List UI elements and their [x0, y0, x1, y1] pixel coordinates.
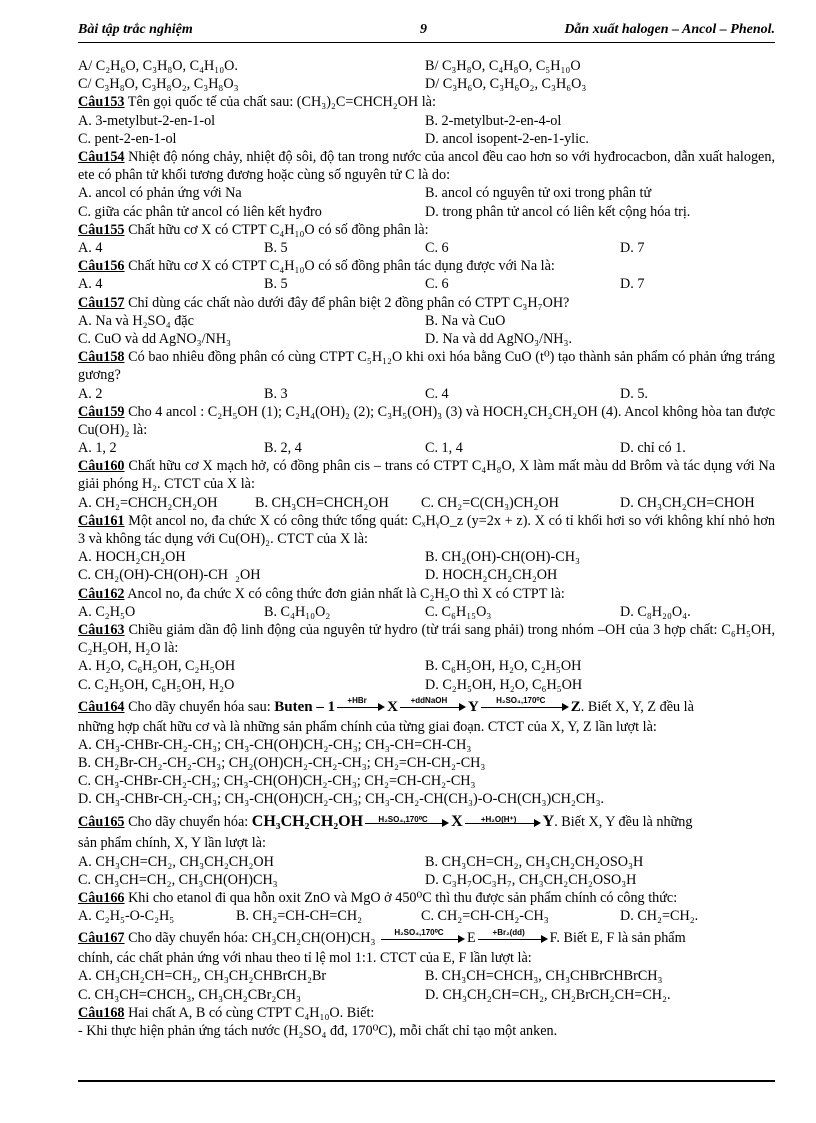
option-row [78, 657, 775, 675]
question-label: Câu159 [78, 403, 125, 420]
question-text-line: những hợp chất hữu cơ và là những sản phẩm chính của từng giai đoạn. CTCT của X, Y, Z lần lượt là: [78, 718, 657, 735]
option-b: B. C₄H₁₀O₂ [264, 603, 331, 620]
option-a: A. CH₃CH=CH₂, CH₃CH₂CH₂OH [78, 853, 274, 870]
option-row [78, 494, 775, 512]
question-text: Có bao nhiêu đồng phân có cùng CTPT C₅H₁₂O khi oxi hóa bằng CuO (t⁰) tạo thành sản phẩm có phản ứng tráng gương? [78, 349, 775, 384]
option-b: B. CH₂(OH)-CH(OH)-CH₃ [425, 549, 580, 566]
option-c: C. CH₃CH=CHCH₃, CH₃CH₂CBr₂CH₃ [78, 986, 301, 1003]
arrow-head-icon [458, 935, 465, 943]
question-label: Câu153 [78, 94, 125, 111]
question-lead: Cho dãy chuyển hóa sau: [124, 698, 275, 715]
option-a: A. C₂H₅O [78, 603, 136, 620]
question-155 [78, 221, 775, 239]
option-row [78, 772, 775, 790]
option-d: D. CH₂=CH₂. [620, 908, 699, 925]
option-a: A. H₂O, C₆H₅OH, C₂H₅OH [78, 658, 236, 675]
option-a: A. HOCH₂CH₂OH [78, 549, 186, 566]
option-a: A. 1, 2 [78, 440, 117, 457]
option-b: B. CH₂Br-CH₂-CH₂-CH₃; CH₂(OH)CH₂-CH₂-CH₃; CH₂=CH-CH₂-CH₃ [78, 755, 486, 772]
question-label: Câu160 [78, 458, 125, 475]
question-text: Chất hữu cơ X mạch hở, có đồng phân cis – trans có CTPT C₄H₈O, X làm mất màu dd Brôm và tác dụng với Na giải phóng H₂. CTCT của X là: [78, 458, 775, 493]
option-row [78, 275, 775, 293]
product-f: F [549, 930, 557, 947]
option-a: A. CH₃CH₂CH=CH₂, CH₃CH₂CHBrCH₂Br [78, 968, 327, 985]
option-d: D. C₂H₅OH, H₂O, C₆H₅OH [425, 676, 583, 693]
option-row [78, 548, 775, 566]
product-x: X [451, 813, 463, 831]
question-text: Nhiệt độ nóng chảy, nhiệt độ sôi, độ tan trong nước của ancol đều cao hơn so với hyđrocacbon, dẫn xuất halogen, ete có phân tử khối tương đương hoặc cùng số nguyên tử C là do: [78, 148, 775, 184]
option-b: B. ancol có nguyên tử oxi trong phân tử [425, 185, 652, 202]
reaction-arrow [337, 696, 385, 713]
option-c: C. giữa các phân tử ancol có liên kết hyđro [78, 203, 322, 220]
reactant-start: CH₃CH₂CH₂OH [251, 813, 364, 831]
question-label: Câu156 [78, 258, 125, 275]
option-b: B. 5 [264, 239, 288, 256]
option-b: B. 3 [264, 385, 288, 402]
option-row [78, 736, 775, 754]
option-c: C. 1, 4 [425, 440, 463, 457]
option-a: A. Na và H₂SO₄ đặc [78, 312, 194, 329]
question-label: Câu154 [78, 148, 125, 165]
question-label: Câu163 [78, 622, 125, 639]
question-text: Chiều giảm dần độ linh động của nguyên tử hydro (từ trái sang phải) trong nhóm –OH của 3 hợp chất: C₆H₅OH, C₂H₅OH, H₂O là: [78, 622, 775, 657]
question-156 [78, 257, 775, 275]
product-x: X [387, 698, 398, 715]
question-154 [78, 148, 775, 184]
option-a: A. 4 [78, 239, 103, 256]
question-text: Một ancol no, đa chức X có công thức tổng quát: CₓHᵧO_z (y=2x + z). X có tỉ khối hơi so với không khí nhỏ hơn 3 và không tác dụng với Cu(OH)₂. CTCT của X là: [78, 512, 775, 548]
header-right-title: Dẫn xuất halogen – Ancol – Phenol. [564, 22, 775, 37]
question-lead: Cho dãy chuyển hóa: CH₃CH₂CH(OH)CH₃ [124, 930, 379, 947]
option-c: C. 4 [425, 385, 449, 402]
option-row [78, 853, 775, 871]
question-166 [78, 889, 775, 907]
reaction-arrow [400, 696, 466, 713]
option-b: B. CH₃CH=CH₂, CH₃CH₂CH₂OSO₃H [425, 853, 644, 870]
product-y: Y [542, 813, 555, 831]
question-159 [78, 403, 775, 439]
option-d: D. CH₃CH₂CH=CH₂, CH₂BrCH₂CH=CH₂. [425, 986, 671, 1003]
question-text-line: chính, các chất phản ứng với nhau theo tỉ lệ mol 1:1. CTCT của E, F lần lượt là: [78, 950, 532, 967]
option-row [78, 312, 775, 330]
option-d: D. 7 [620, 276, 645, 293]
option-row [78, 754, 775, 772]
question-164 [78, 698, 775, 718]
question-text: Chất hữu cơ X có CTPT C₄H₁₀O có số đồng phân là: [124, 221, 429, 238]
question-162 [78, 585, 775, 603]
question-160 [78, 457, 775, 493]
arrow-head-icon [378, 703, 385, 711]
reaction-arrow [481, 696, 569, 713]
option-c: C. CH₂=C(CH₃)CH₂OH [421, 494, 559, 511]
option-row [78, 75, 775, 93]
reagent-label: +ddNaOH [410, 696, 448, 706]
option-a: A/ C₂H₆O, C₃H₈O, C₄H₁₀O. [78, 58, 238, 74]
reactant-start: Buten – 1 [274, 698, 336, 715]
question-lead: Cho dãy chuyển hóa: [124, 814, 252, 831]
reagent-label: H₂SO₄,170⁰C [496, 696, 546, 706]
option-row [78, 439, 775, 457]
question-label: Câu166 [78, 889, 125, 906]
option-c: C. 6 [425, 276, 449, 293]
question-label: Câu157 [78, 294, 125, 311]
option-row [78, 239, 775, 257]
option-c: C. C₂H₅OH, C₆H₅OH, H₂O [78, 676, 235, 693]
question-tail: . Biết E, F là sản phẩm [556, 930, 686, 947]
question-label: Câu165 [78, 814, 125, 831]
option-b: B. CH₃CH=CHCH₃, CH₃CHBrCHBrCH₃ [425, 968, 663, 985]
question-text: Hai chất A, B có cùng CTPT C₄H₁₀O. Biết: [124, 1004, 375, 1021]
option-d: D. ancol isopent-2-en-1-ylic. [425, 130, 589, 147]
option-b: B. 2, 4 [264, 440, 302, 457]
option-d: D. trong phân tử ancol có liên kết cộng hóa trị. [425, 203, 691, 220]
question-tail: . Biết X, Y, Z đều là [580, 698, 694, 715]
option-c: C. 6 [425, 239, 449, 256]
option-c: C. CH₂=CH-CH₂-CH₃ [421, 908, 549, 925]
option-c: C. pent-2-en-1-ol [78, 130, 177, 147]
page-number: 9 [420, 22, 427, 37]
option-c: C. CuO và dd AgNO₃/NH₃ [78, 330, 231, 347]
option-a: A. 2 [78, 385, 103, 402]
option-c: C. CH₃-CHBr-CH₂-CH₃; CH₃-CH(OH)CH₂-CH₃; CH₂=CH-CH₂-CH₃ [78, 773, 476, 790]
question-168 [78, 1004, 775, 1022]
arrow-head-icon [562, 703, 569, 711]
option-row [78, 130, 775, 148]
option-d: D. HOCH₂CH₂CH₂OH [425, 567, 558, 584]
question-167 [78, 929, 775, 949]
option-d: D. 7 [620, 239, 645, 256]
option-b: B/ C₃H₈O, C₄H₈O, C₅H₁₀O [425, 58, 581, 74]
option-d: D/ C₃H₆O, C₃H₆O₂, C₃H₆O₃ [425, 76, 587, 93]
reagent-label: +Br₂(dd) [492, 927, 525, 937]
arrow-head-icon [442, 819, 449, 827]
option-b: B. C₆H₅OH, H₂O, C₂H₅OH [425, 658, 582, 675]
product-e: E [466, 930, 476, 947]
product-z: Z [570, 698, 581, 715]
option-d: D. C₈H₂₀O₄. [620, 603, 691, 620]
question-label: Câu162 [78, 585, 125, 602]
reagent-label: +H₂O(H⁺) [480, 815, 517, 825]
option-d: D. chỉ có 1. [620, 440, 686, 457]
option-row [78, 184, 775, 202]
option-b: B. CH₂=CH-CH=CH₂ [236, 908, 363, 925]
option-row [78, 986, 775, 1004]
option-row [78, 603, 775, 621]
question-label: Câu164 [78, 698, 125, 715]
option-row [78, 967, 775, 985]
question-158 [78, 348, 775, 384]
product-y: Y [467, 698, 479, 715]
question-165 [78, 810, 775, 834]
option-a: A. CH₃-CHBr-CH₂-CH₃; CH₃-CH(OH)CH₂-CH₃; CH₃-CH=CH-CH₃ [78, 736, 472, 753]
option-d: D. CH₃-CHBr-CH₂-CH₃; CH₃-CH(OH)CH₂-CH₃; CH₃-CH₂-CH(CH₃)-O-CH(CH₃)CH₂CH₃. [78, 791, 605, 808]
option-c: C. CH₃CH=CH₂, CH₃CH(OH)CH₃ [78, 871, 278, 888]
page-header [78, 20, 775, 43]
reaction-arrow [365, 817, 449, 829]
option-a: A. CH₂=CHCH₂CH₂OH [78, 494, 218, 511]
question-label: Câu161 [78, 512, 125, 529]
option-row [78, 385, 775, 403]
question-label: Câu155 [78, 221, 125, 238]
question-label: Câu158 [78, 349, 125, 366]
option-c: C/ C₃H₈O, C₃H₈O₂, C₃H₈O₃ [78, 76, 239, 93]
option-row [78, 871, 775, 889]
question-tail: . Biết X, Y đều là những [554, 814, 693, 831]
arrow-head-icon [459, 703, 466, 711]
option-row [78, 203, 775, 221]
question-label: Câu167 [78, 930, 125, 947]
reaction-arrow [465, 817, 541, 829]
option-row [78, 330, 775, 348]
question-content [78, 57, 775, 1040]
question-text: Tên gọi quốc tế của chất sau: (CH₃)₂C=CHCH₂OH là: [124, 94, 436, 111]
question-153 [78, 93, 775, 111]
question-text: Chỉ dùng các chất nào dưới đây để phân biệt 2 đồng phân có CTPT C₃H₇OH? [124, 294, 570, 311]
arrow-head-icon [541, 935, 548, 943]
option-row [78, 566, 775, 584]
question-text-line: - Khi thực hiện phản ứng tách nước (H₂SO₄ đđ, 170⁰C), mỗi chất chỉ tạo một anken. [78, 1022, 558, 1039]
option-d: D. Na và dd AgNO₃/NH₃. [425, 330, 573, 347]
arrow-head-icon [534, 819, 541, 827]
question-157 [78, 294, 775, 312]
option-b: B. CH₃CH=CHCH₂OH [255, 494, 389, 511]
option-a: A. C₂H₅-O-C₂H₅ [78, 908, 175, 925]
reagent-label: H₂SO₄,170⁰C [378, 815, 428, 825]
option-b: B. Na và CuO [425, 312, 506, 329]
option-b: B. 5 [264, 276, 288, 293]
reagent-label: +HBr [347, 696, 367, 706]
reaction-arrow [381, 927, 465, 945]
reagent-label: H₂SO₄,170⁰C [394, 927, 444, 937]
reaction-arrow [478, 927, 548, 945]
option-d: D. C₃H₇OC₃H₇, CH₃CH₂CH₂OSO₃H [425, 871, 637, 888]
option-a: A. 4 [78, 276, 103, 293]
option-row [78, 57, 775, 75]
question-161 [78, 512, 775, 548]
header-left-title: Bài tập trắc nghiệm [78, 22, 193, 37]
question-text: Ancol no, đa chức X có công thức đơn giản nhất là C₂H₅O thì X có CTPT là: [124, 585, 565, 602]
question-text: Cho 4 ancol : C₂H₅OH (1); C₂H₄(OH)₂ (2); C₃H₅(OH)₃ (3) và HOCH₂CH₂CH₂OH (4). Ancol không hòa tan được Cu(OH)₂ là: [78, 403, 775, 438]
footer-rule [78, 1080, 775, 1082]
option-c: C. CH₂(OH)-CH(OH)-CH ₂OH [78, 567, 261, 584]
question-text-line: sản phẩm chính, X, Y lần lượt là: [78, 835, 266, 852]
option-a: A. 3-metylbut-2-en-1-ol [78, 112, 216, 129]
option-b: B. 2-metylbut-2-en-4-ol [425, 112, 562, 129]
question-label: Câu168 [78, 1004, 125, 1021]
question-text: Khi cho etanol đi qua hỗn oxit ZnO và MgO ở 450⁰C thì thu được sản phẩm chính có công thức: [124, 889, 678, 906]
option-row [78, 112, 775, 130]
question-163 [78, 621, 775, 657]
option-d: D. CH₃CH₂CH=CHOH [620, 494, 755, 511]
option-c: C. C₆H₁₅O₃ [425, 603, 492, 620]
question-text: Chất hữu cơ X có CTPT C₄H₁₀O có số đồng phân tác dụng được với Na là: [124, 258, 555, 275]
option-a: A. ancol có phản ứng với Na [78, 185, 242, 202]
option-d: D. 5. [620, 385, 648, 402]
